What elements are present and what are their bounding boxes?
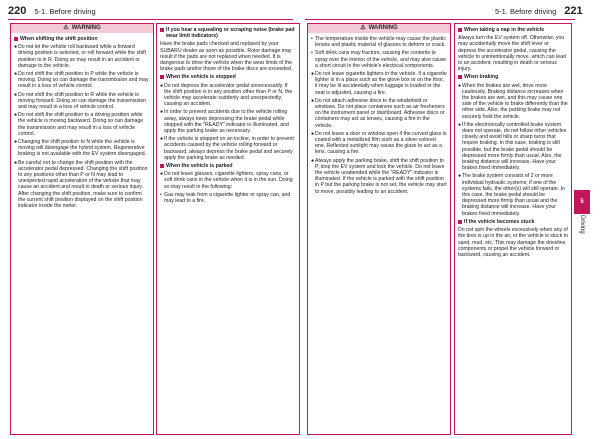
list-item: ● When the brakes are wet, drive more cautiously. Braking distance increases when the brakes are wet, and this may cause one side of the vehicle to brake differently than the other side. Also, the parking brake may not securely hold the vehicle. (458, 82, 568, 120)
list-item: ● Do not let the vehicle roll backward while a forward driving position is selected, or roll forward while the shift position is in R. Doing so may result in an accident or damage to the vehicle. (14, 44, 147, 69)
list-item: ● Do not shift the shift position to a driving position while the vehicle is moving backward. Doing so can damage the transmission and may result in a loss of vehicle control. (14, 112, 144, 137)
warning-box-left-2 (156, 23, 300, 435)
header-rule-right (305, 19, 575, 20)
page-number: 221 (564, 5, 583, 17)
warning-header: ⚠ WARNING (308, 24, 450, 33)
header-left (8, 5, 96, 17)
list-item: ● If the vehicle is stopped on an incline, in order to prevent accidents caused by the vehicle rolling forward or backward, always depress the brake pedal and securely apply the parking brake as needed. (160, 136, 294, 161)
subheading: If you hear a squealing or scraping noise (brake pad wear limit indicators) (160, 27, 296, 39)
warning-box-left (10, 23, 154, 435)
list-item: ● Do not shift the shift position to P while the vehicle is moving. Doing so can damage the transmission and may result in a loss of vehicle control. (14, 71, 149, 90)
list-item: ● Be careful not to change the shift position with the accelerator pedal depressed. Changing the shift position to any positions other than P or N may lead to unexpected rapid acceleration of the vehicle that may cause an accident and result in death or serious injury. After changing the shift position, make sure to confirm the current shift position displayed on the shift position indicator inside the meter. (14, 159, 148, 210)
warning-triangle-icon: ⚠ (360, 25, 366, 32)
square-bullet-icon (14, 37, 18, 41)
square-bullet-icon (458, 75, 462, 79)
warning-header: ⚠ WARNING (11, 24, 153, 33)
list-item: ● Do not depress the accelerator pedal unnecessarily. If the shift position is in any position other than P or N, the vehicle may accelerate suddenly and unexpectedly, causing an accident. (160, 82, 293, 108)
square-bullet-icon (458, 28, 462, 32)
warning-triangle-icon: ⚠ (63, 25, 69, 32)
list-item: ● In order to prevent accidents due to the vehicle rolling away, always keep depressing the brake pedal while stopped with the "READY" indicator is illuminated, and apply the parking brake as necessary. (160, 109, 289, 135)
chapter-tab: 5 (574, 190, 590, 214)
subheading: When taking a nap in the vehicle (458, 27, 568, 33)
list-item: ● Do not attach adhesive discs to the windshield or windows. Do not place containers such as air fresheners on the instrument panel or dashboard. Adhesive discs or containers may act as lenses, causing a fire in the vehicle. (311, 97, 445, 129)
list-item: • Gas may leak from a cigarette lighter or spray can, and may lead to a fire. (160, 191, 291, 205)
subheading: When the vehicle is parked (160, 163, 296, 169)
page-number: 220 (8, 5, 27, 17)
subheading: When the vehicle is stopped (160, 74, 296, 80)
list-item: ● Changing the shift position to N while the vehicle is moving will disengage the hybrid system. Regenerative braking is not available with the EV system disengaged. (14, 139, 147, 158)
header-rule-left (8, 19, 293, 20)
list-item: ● If the electronically controlled brake system does not operate, do not follow other vehicles closely and avoid hills or sharp turns that require braking. In this case, braking is still possible, but the brake pedal should be depressed more firmly than usual. Also, the braking distance will increase. Have your brakes fixed immediately. (458, 121, 567, 172)
list-item: ● Do not leave cigarette lighters in the vehicle. If a cigarette lighter is in a place such as the glove box or on the floor, it may be lit accidentally when luggage is loaded or the seat is adjusted, causing a fire. (311, 71, 447, 96)
list-item: • The temperature inside the vehicle may cause the plastic lenses and plastic material of glasses to deform or crack. (311, 36, 446, 49)
subheading: If the vehicle becomes stuck (458, 219, 568, 225)
paragraph: Always turn the EV system off. Otherwise, you may accidentally move the shift lever or depress the accelerator pedal, causing the vehicle to unintentionally move, which can lead to an accident, resulting in death or serious injury. (458, 35, 566, 73)
paragraph: Do not spin the wheels excessively when any of the tires is up in the air, or the vehicle is stuck in sand, mud, etc. This may damage the driveline components or propel the vehicle forward or backward, causing an accident. (458, 227, 568, 258)
chapter-label: Driving (579, 215, 585, 234)
warning-box-right-2 (454, 23, 572, 435)
warning-box-right (307, 23, 451, 435)
section-title: 5-1. Before driving (34, 6, 96, 16)
list-item: ● The brake system consists of 2 or more individual hydraulic systems; if one of the systems fails, the other(s) will still operate. In this case, the brake pedal should be depressed more firmly than usual and the braking distance will increase. Have your brakes fixed immediately. (458, 173, 565, 217)
header-right (495, 5, 591, 17)
list-item: ● Always apply the parking brake, shift the shift position to P, stop the EV system and lock the vehicle. Do not leave the vehicle unattended while the "READY" indicator is illuminated. If the vehicle is parked with the shift position in P but the parking brake is not set, the vehicle may start to move, possibly leading to an accident. (311, 157, 447, 195)
square-bullet-icon (160, 75, 164, 79)
paragraph: Have the brake pads checked and replaced by your SUBARU dealer as soon as possible. Rotor damage may result if the pads are not replaced when needed. It is dangerous to drive the vehicle when the wear limits of the brake pads and/or those of the brake discs are exceeded. (160, 41, 293, 73)
subheading: When braking (458, 74, 568, 80)
square-bullet-icon (458, 220, 462, 224)
list-item: • Soft drink cans may fracture, causing the contents to spray over the interior of the vehicle, and may also cause a short circuit in the vehicle's electrical components. (311, 50, 447, 69)
section-title: 5-1. Before driving (495, 6, 557, 16)
list-item: ● Do not leave glasses, cigarette lighters, spray cans, or soft drink cans in the vehicle when it is in the sun. Doing so may result in the following: (160, 171, 293, 190)
square-bullet-icon (160, 28, 164, 32)
list-item: ● Do not leave a door or window open if the curved glass is coated with a metallized film such as a silver-colored one. Reflected sunlight may cause the glass to act as a lens, causing a fire. (311, 130, 447, 156)
list-item: ● Do not shift the shift position to R while the vehicle is moving forward. Doing so can damage the transmission and may result in a loss of vehicle control. (14, 91, 147, 111)
subheading: When shifting the shift position (14, 36, 150, 42)
square-bullet-icon (160, 164, 164, 168)
